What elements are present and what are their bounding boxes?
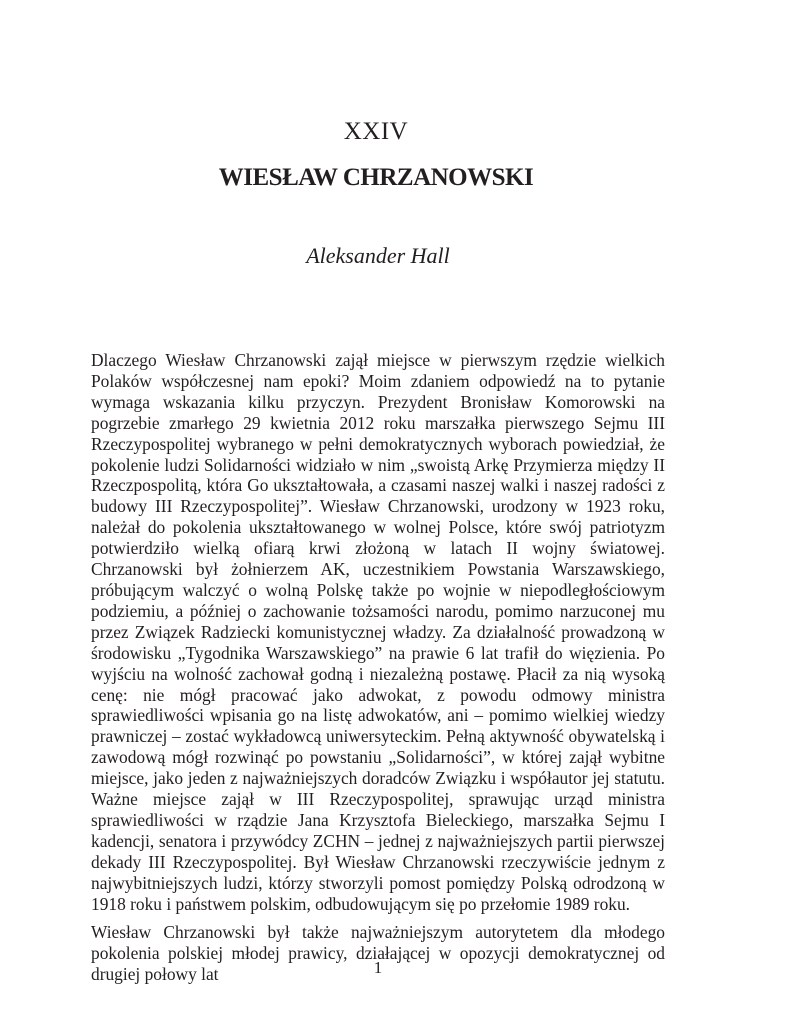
page-number: 1	[373, 958, 383, 977]
body-text	[91, 350, 665, 993]
paragraph: Dlaczego Wiesław Chrzanowski zajął miejsce w pierwszym rzędzie wielkich Polaków współczesnej nam epoki? Moim zdaniem odpowiedź na to pytanie wymaga wskazania kilku przyczyn. Prezydent Bronisław Komorowski na pogrzebie zmarłego 29 kwietnia 2012 roku marszałka pierwszego Sejmu III Rzeczypospolitej wybranego w pełni demokratycznych wyborach powiedział, że pokolenie ludzi Solidarności widziało w nim „swoistą Arkę Przymierza między II Rzeczpospolitą, która Go ukształtowała, a czasami naszej walki i naszej radości z budowy III Rzeczypospolitej”. Wiesław Chrzanowski, urodzony w 1923 roku, należał do pokolenia ukształtowanego w wolnej Polsce, które swój patriotyzm potwierdziło wielką ofiarą krwi złożoną w latach II wojny światowej. Chrzanowski był żołnierzem AK, uczestnikiem Powstania Warszawskiego, próbującym walczyć o wolną Polskę także po wojnie w niepodległościowym podziemiu, a później o zachowanie tożsamości narodu, pomimo narzuconej mu przez Związek Radziecki komunistycznej władzy. Za działalność prowadzoną w środowisku „Tygodnika Warszawskiego” na prawie 6 lat trafił do więzienia. Po wyjściu na wolność zachował godną i niezależną postawę. Płacił za nią wysoką cenę: nie mógł pracować jako adwokat, z powodu odmowy ministra sprawiedliwości wpisania go na listę adwokatów, ani – pomimo wielkiej wiedzy prawniczej – zostać wykładowcą uniwersyteckim. Pełną aktywność obywatelską i zawodową mógł rozwinąć po powstaniu „Solidarności”, w której zajął wybitne miejsce, jako jeden z najważniejszych doradców Związku i współautor jej statutu. Ważne miejsce zajął w III Rzeczypospolitej, sprawując urząd ministra sprawiedliwości w rządzie Jana Krzysztofa Bieleckiego, marszałka Sejmu I kadencji, senatora i przywódcy ZCHN – jednej z najważniejszych partii pierwszej dekady III Rzeczypospolitej. Był Wiesław Chrzanowski rzeczywiście jednym z najwybitniejszych ludzi, którzy stworzyli pomost pomiędzy Polską odrodzoną w 1918 roku i państwem polskim, odbudowującym się po przełomie 1989 roku.	[91, 350, 665, 914]
chapter-title: WIESŁAW CHRZANOWSKI	[218, 164, 534, 191]
chapter-number: XXIV	[343, 118, 409, 145]
paragraph: Wiesław Chrzanowski był także najważniejszym autorytetem dla młodego pokolenia polskiej młodej prawicy, działającej w opozycji demokratycznej od drugiej połowy lat	[91, 922, 665, 985]
chapter-author: Aleksander Hall	[306, 243, 450, 268]
